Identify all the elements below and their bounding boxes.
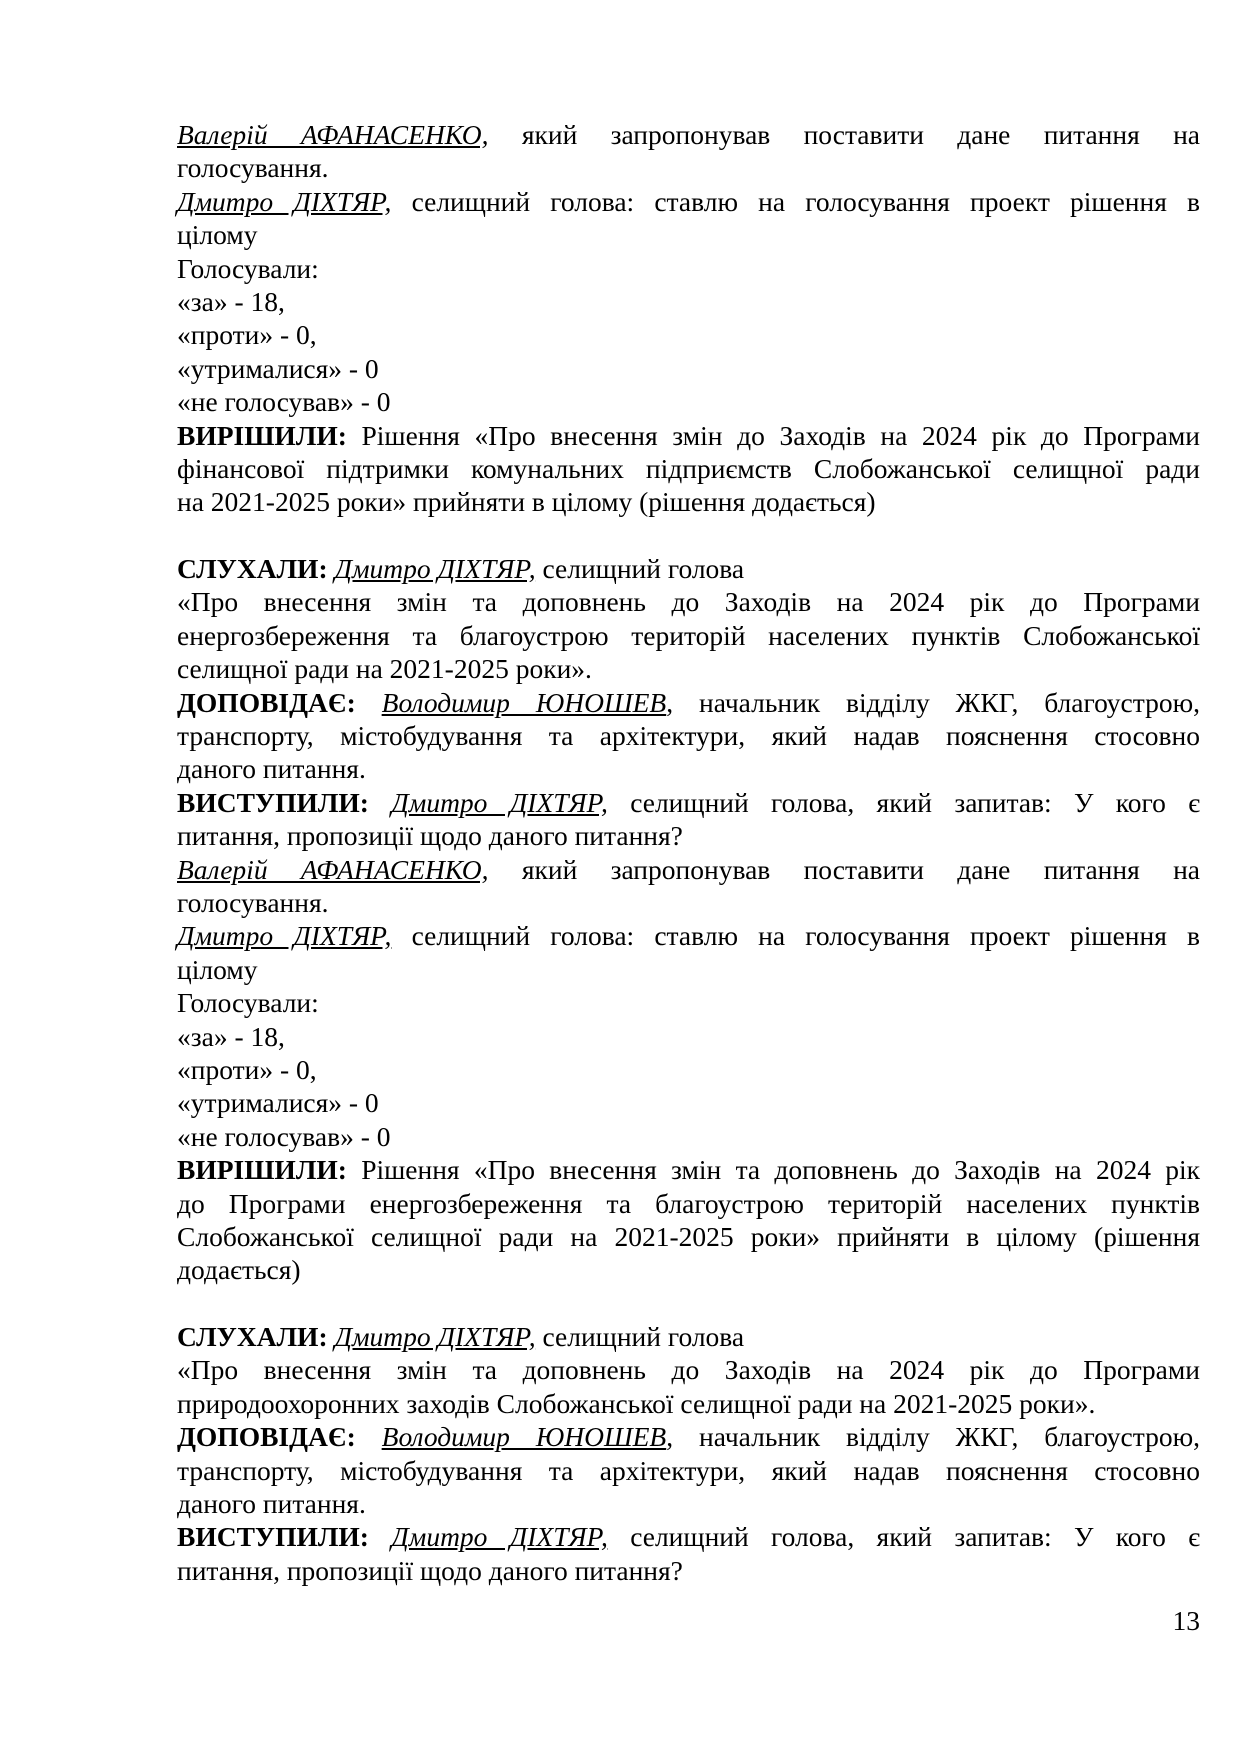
vote-abstained: «утрималися» - 0 — [177, 1087, 379, 1119]
label-vystupyly: ВИСТУПИЛИ: — [177, 786, 369, 818]
speaker-dikhtiar: Дмитро ДІХТЯР, — [177, 920, 392, 952]
vote-heading: Голосували: — [177, 252, 319, 284]
report-line: даного питання. — [177, 753, 366, 785]
speaker-dikhtiar: Дмитро ДІХТЯР, — [391, 1521, 608, 1553]
heard-line: СЛУХАЛИ: Дмитро ДІХТЯР, селищний голова — [177, 1321, 745, 1353]
vote-heading: Голосували: — [177, 987, 319, 1019]
spoke-line: ВИСТУПИЛИ: Дмитро ДІХТЯР, селищний голова, який запитав: У кого є — [177, 1521, 1201, 1553]
proposal-line: голосування. — [177, 886, 329, 918]
decision-line: Слобожанської селищної ради на 2021-2025 роки» прийняти в цілому (рішення — [177, 1220, 1200, 1252]
topic-line: «Про внесення змін та доповнень до Заходів на 2024 рік до Програми — [177, 586, 1200, 618]
heard-line: СЛУХАЛИ: Дмитро ДІХТЯР, селищний голова — [177, 553, 745, 585]
speaker-afanasenko: Валерій АФАНАСЕНКО, — [177, 853, 489, 885]
page-number: 13 — [1172, 1605, 1200, 1636]
label-vyrishyly: ВИРІШИЛИ: — [177, 419, 347, 451]
proposal-line: Валерій АФАНАСЕНКО, який запропонував поставити дане питання на — [177, 119, 1201, 150]
report-line: даного питання. — [177, 1488, 366, 1520]
label-dopovidaie: ДОПОВІДАЄ: — [177, 686, 356, 718]
decision-line: ВИРІШИЛИ: Рішення «Про внесення змін до Заходів на 2024 рік до Програми — [177, 419, 1201, 451]
decision-line: фінансової підтримки комунальних підприємств Слобожанської селищної ради — [177, 452, 1200, 484]
report-line: ДОПОВІДАЄ: Володимир ЮНОШЕВ, начальник відділу ЖКГ, благоустрою, — [177, 1421, 1201, 1453]
decision-line: на 2021-2025 роки» прийняти в цілому (рішення додається) — [177, 486, 876, 518]
speaker-dikhtiar: Дмитро ДІХТЯР, — [334, 553, 536, 585]
report-line: ДОПОВІДАЄ: Володимир ЮНОШЕВ, начальник відділу ЖКГ, благоустрою, — [177, 686, 1201, 718]
proposal-line: голосування. — [177, 152, 329, 184]
label-slukhaly: СЛУХАЛИ: — [177, 553, 328, 585]
speaker-dikhtiar: Дмитро ДІХТЯР, — [334, 1321, 536, 1353]
speaker-dikhtiar: Дмитро ДІХТЯР, — [177, 185, 392, 217]
chair-vote-line: цілому — [177, 953, 258, 985]
proposal-line: Валерій АФАНАСЕНКО, який запропонував поставити дане питання на — [177, 853, 1201, 885]
speaker-afanasenko: Валерій АФАНАСЕНКО, — [177, 119, 489, 150]
label-dopovidaie: ДОПОВІДАЄ: — [177, 1421, 356, 1453]
vote-for: «за» - 18, — [177, 1020, 285, 1052]
chair-vote-line: Дмитро ДІХТЯР, селищний голова: ставлю на голосування проект рішення в — [177, 185, 1201, 217]
vote-not-voted: «не голосував» - 0 — [177, 386, 391, 418]
topic-line: «Про внесення змін та доповнень до Заходів на 2024 рік до Програми — [177, 1354, 1200, 1386]
speaker-dikhtiar: Дмитро ДІХТЯР, — [391, 786, 608, 818]
label-slukhaly: СЛУХАЛИ: — [177, 1321, 328, 1353]
report-line: транспорту, містобудування та архітектури, який надав пояснення стосовно — [177, 1454, 1200, 1486]
topic-line: енергозбереження та благоустрою територій населених пунктів Слобожанської — [177, 619, 1200, 651]
speaker-yunoshev: Володимир ЮНОШЕВ — [381, 1421, 667, 1453]
decision-line: до Програми енергозбереження та благоустрою територій населених пунктів — [177, 1187, 1200, 1219]
spoke-line: ВИСТУПИЛИ: Дмитро ДІХТЯР, селищний голова, який запитав: У кого є — [177, 786, 1201, 818]
decision-line: ВИРІШИЛИ: Рішення «Про внесення змін та доповнень до Заходів на 2024 рік — [177, 1154, 1200, 1186]
vote-for: «за» - 18, — [177, 285, 285, 317]
vote-abstained: «утрималися» - 0 — [177, 352, 379, 384]
speaker-yunoshev: Володимир ЮНОШЕВ — [381, 686, 667, 718]
report-line: транспорту, містобудування та архітектури, який надав пояснення стосовно — [177, 720, 1200, 752]
chair-vote-line: цілому — [177, 219, 258, 251]
label-vyrishyly: ВИРІШИЛИ: — [177, 1154, 347, 1186]
topic-line: селищної ради на 2021-2025 роки». — [177, 653, 592, 685]
decision-line: додається) — [177, 1254, 301, 1286]
vote-against: «проти» - 0, — [177, 319, 317, 351]
document-page — [177, 118, 1200, 1587]
spoke-line: питання, пропозиції щодо даного питання? — [177, 1554, 683, 1586]
label-vystupyly: ВИСТУПИЛИ: — [177, 1521, 369, 1553]
vote-not-voted: «не голосував» - 0 — [177, 1120, 391, 1152]
vote-against: «проти» - 0, — [177, 1053, 317, 1085]
topic-line: природоохоронних заходів Слобожанської селищної ради на 2021-2025 роки». — [177, 1387, 1096, 1419]
spoke-line: питання, пропозиції щодо даного питання? — [177, 820, 683, 852]
chair-vote-line: Дмитро ДІХТЯР, селищний голова: ставлю на голосування проект рішення в — [177, 920, 1201, 952]
